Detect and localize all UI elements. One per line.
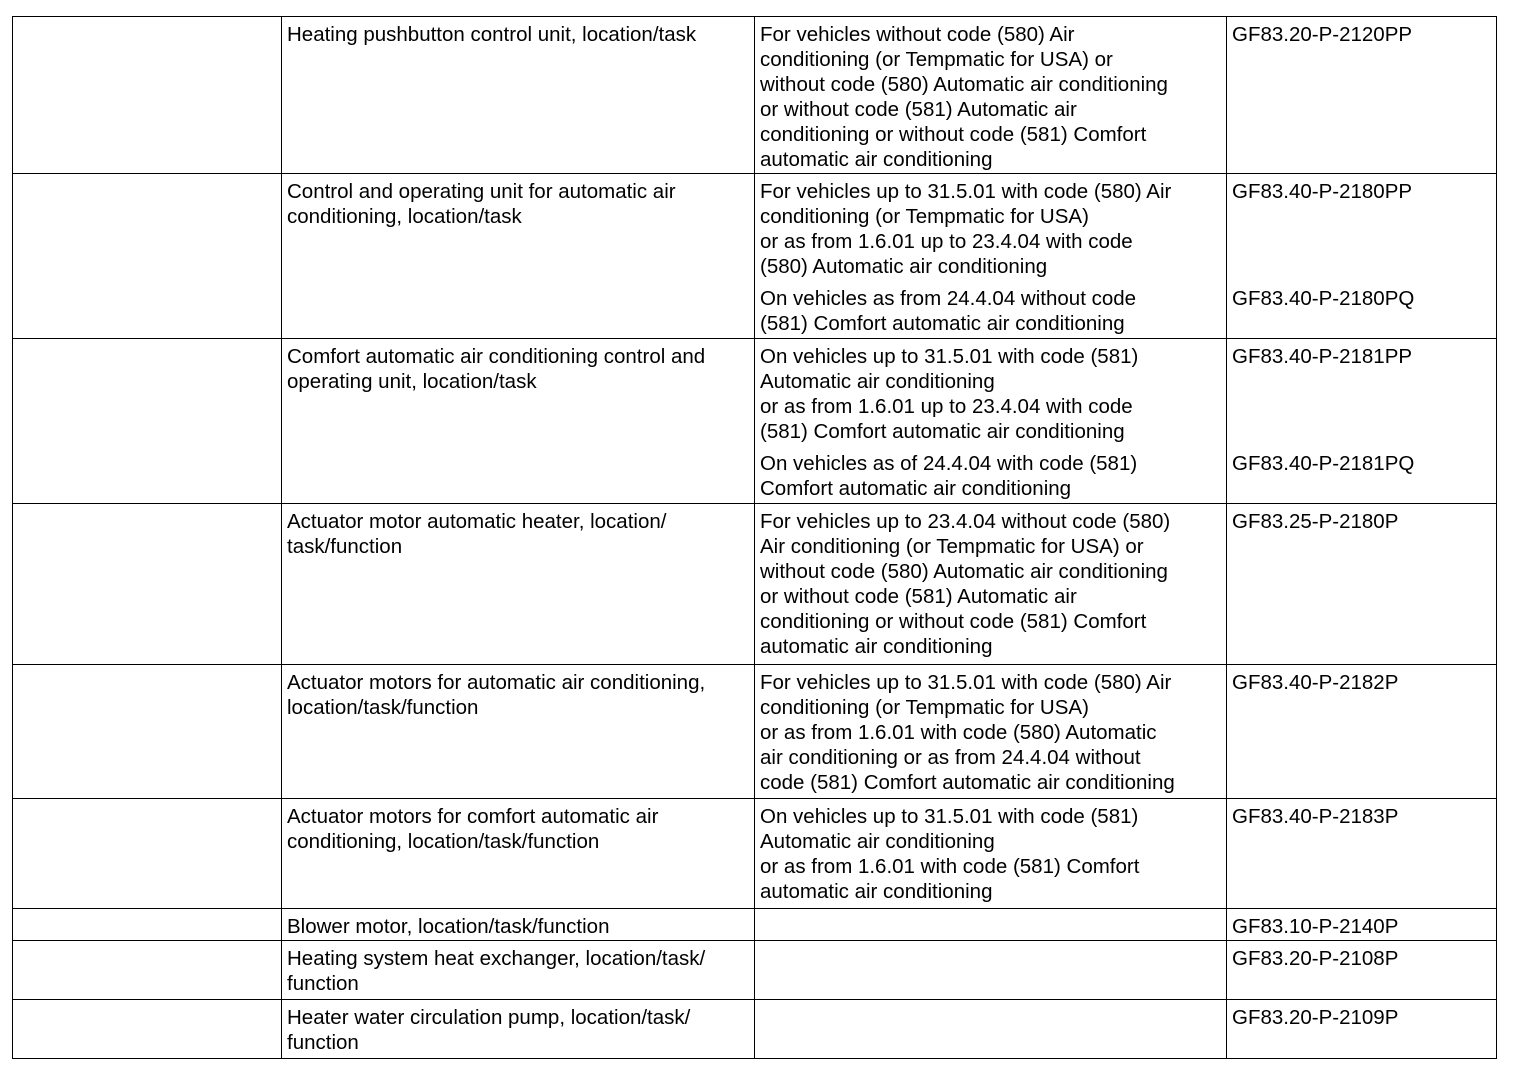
document-title-cell: Heating pushbutton control unit, location/task [282,17,755,174]
document-title-cell: Actuator motors for comfort automatic air conditioning, location/task/function [282,799,755,909]
row-label-cell [13,941,282,1000]
reference-code-cell: GF83.40-P-2180PP [1227,174,1497,282]
condition-cell: For vehicles up to 31.5.01 with code (580) Air conditioning (or Tempmatic for USA) or as from 1.6.01 up to 23.4.04 with code (580) Automatic air conditioning [755,174,1227,282]
table-row [13,17,1497,174]
table-row [13,174,1497,282]
condition-cell: On vehicles as from 24.4.04 without code (581) Comfort automatic air conditioning [755,281,1227,339]
condition-cell: On vehicles as of 24.4.04 with code (581) Comfort automatic air conditioning [755,446,1227,504]
table-row [13,799,1497,909]
table-row [13,1000,1497,1059]
condition-cell [755,909,1227,941]
condition-cell: For vehicles without code (580) Air conditioning (or Tempmatic for USA) or without code (580) Automatic air conditioning or without code (581) Automatic air conditioning or without code (581) Comfort automatic air conditioning [755,17,1227,174]
table-row [13,665,1497,799]
table-row [13,909,1497,941]
reference-code-cell: GF83.20-P-2108P [1227,941,1497,1000]
reference-code-cell: GF83.40-P-2181PQ [1227,446,1497,504]
document-title-cell: Actuator motors for automatic air conditioning, location/task/function [282,665,755,799]
row-label-cell [13,665,282,799]
reference-code-cell: GF83.40-P-2182P [1227,665,1497,799]
reference-code-cell: GF83.40-P-2180PQ [1227,281,1497,339]
document-title-cell: Heater water circulation pump, location/task/ function [282,1000,755,1059]
reference-code-cell: GF83.20-P-2120PP [1227,17,1497,174]
table-row [13,941,1497,1000]
reference-code-cell: GF83.10-P-2140P [1227,909,1497,941]
condition-cell: On vehicles up to 31.5.01 with code (581) Automatic air conditioning or as from 1.6.01 up to 23.4.04 with code (581) Comfort automatic air conditioning [755,339,1227,447]
row-label-cell [13,909,282,941]
condition-cell [755,1000,1227,1059]
condition-cell [755,941,1227,1000]
row-label-cell [13,339,282,504]
row-label-cell [13,17,282,174]
reference-code-cell: GF83.40-P-2181PP [1227,339,1497,447]
table-row [13,339,1497,447]
condition-cell: For vehicles up to 23.4.04 without code (580) Air conditioning (or Tempmatic for USA) or without code (580) Automatic air conditioning or without code (581) Automatic air conditioning or without code (581) Comfort automatic air conditioning [755,504,1227,665]
document-title-cell: Blower motor, location/task/function [282,909,755,941]
reference-table [12,16,1497,1059]
reference-code-cell: GF83.20-P-2109P [1227,1000,1497,1059]
document-title-cell: Control and operating unit for automatic air conditioning, location/task [282,174,755,339]
reference-code-cell: GF83.25-P-2180P [1227,504,1497,665]
condition-cell: On vehicles up to 31.5.01 with code (581) Automatic air conditioning or as from 1.6.01 with code (581) Comfort automatic air conditioning [755,799,1227,909]
document-title-cell: Comfort automatic air conditioning control and operating unit, location/task [282,339,755,504]
row-label-cell [13,504,282,665]
row-label-cell [13,1000,282,1059]
document-title-cell: Actuator motor automatic heater, location/ task/function [282,504,755,665]
table-body [13,17,1497,1059]
table-row [13,504,1497,665]
condition-cell: For vehicles up to 31.5.01 with code (580) Air conditioning (or Tempmatic for USA) or as from 1.6.01 with code (580) Automatic air conditioning or as from 24.4.04 without code (581) Comfort automatic air conditioning [755,665,1227,799]
row-label-cell [13,174,282,339]
document-title-cell: Heating system heat exchanger, location/task/ function [282,941,755,1000]
row-label-cell [13,799,282,909]
reference-code-cell: GF83.40-P-2183P [1227,799,1497,909]
